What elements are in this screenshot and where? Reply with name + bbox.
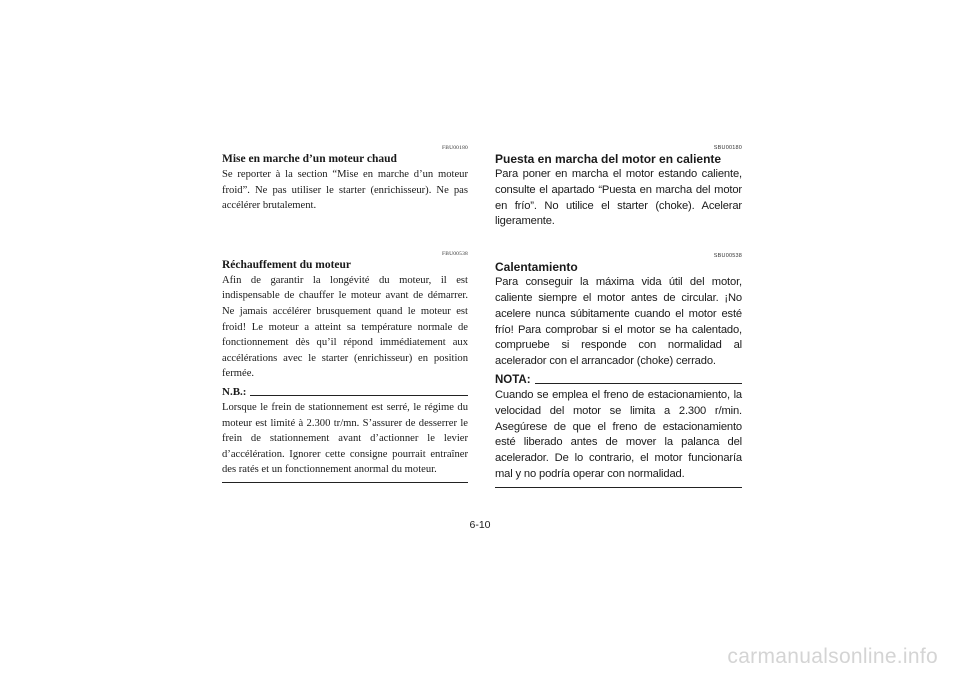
section-text: Para poner en marcha el motor estando caliente, consulte el apartado “Puesta en marcha del motor en frío”. No utilice el starter (choke). Acelerar ligeramente. <box>495 168 742 228</box>
section-heading: Réchauffement du moteur <box>222 258 352 271</box>
spacer <box>222 214 468 250</box>
note-label: NOTA: <box>495 373 531 386</box>
section-code: FBU00180 <box>441 145 468 151</box>
note-text: Lorsque le frein de stationnement est serré, le régime du moteur est limité à 2.300 tr/mn. S’assurer de desserrer le frein de stationnement avant d’actionner le levier d’accélération. Ignorer cette consigne pourrait entraîner des ratés et un fonctionnement anormal du moteur. <box>222 401 468 476</box>
note-header <box>495 373 742 387</box>
note-text: Cuando se emplea el freno de estacionamiento, la velocidad del motor se limita a 2.300 r/min. Asegúrese de que el freno de estacionamiento esté liberado antes de mover la palanca del acelerador. De lo contrario, el motor funcionaría mal y no podría operar con normalidad. <box>495 388 742 480</box>
note-header <box>222 385 468 399</box>
section-code: FBU00538 <box>441 250 468 257</box>
watermark: carmanualsonline.info <box>727 645 938 668</box>
section-heading: Puesta en marcha del motor en caliente <box>495 152 722 166</box>
french-column <box>222 144 468 483</box>
section-heading: Mise en marche d’un moteur chaud <box>222 153 397 165</box>
spacer <box>495 230 742 252</box>
section-code: SBU00538 <box>713 253 742 260</box>
section-text: Se reporter à la section “Mise en marche d’un moteur froid”. Ne pas utiliser le starter (enrichisseur). Ne pas accélérer brutalement. <box>222 169 468 212</box>
section-text: Para conseguir la máxima vida útil del motor, caliente siempre el motor antes de circular. ¡No acelere nunca súbitamente cuando el motor esté frío! Para comprobar si el motor se ha calentado, compruebe si responde con normalidad al acelerador con el arrancador (choke) cerrado. <box>495 276 742 368</box>
note-end-rule <box>222 482 468 483</box>
note-end-rule <box>495 487 742 488</box>
spanish-column <box>495 144 742 488</box>
page-number: 6-10 <box>469 519 491 531</box>
section-text: Afin de garantir la longévité du moteur, il est indispensable de chauffer le moteur avant de démarrer. Ne jamais accélérer brusquement quand le moteur est froid! Le moteur a atteint sa température normale de fonctionnement dès qu’il répond immédiatement aux accélérations avec le starter (enrichisseur) en position fermée. <box>222 274 468 380</box>
section-heading: Calentamiento <box>495 260 578 275</box>
note-rule <box>535 383 742 384</box>
section-code: SBU00180 <box>713 145 742 151</box>
note-label: N.B.: <box>222 385 247 398</box>
note-rule <box>250 395 468 396</box>
